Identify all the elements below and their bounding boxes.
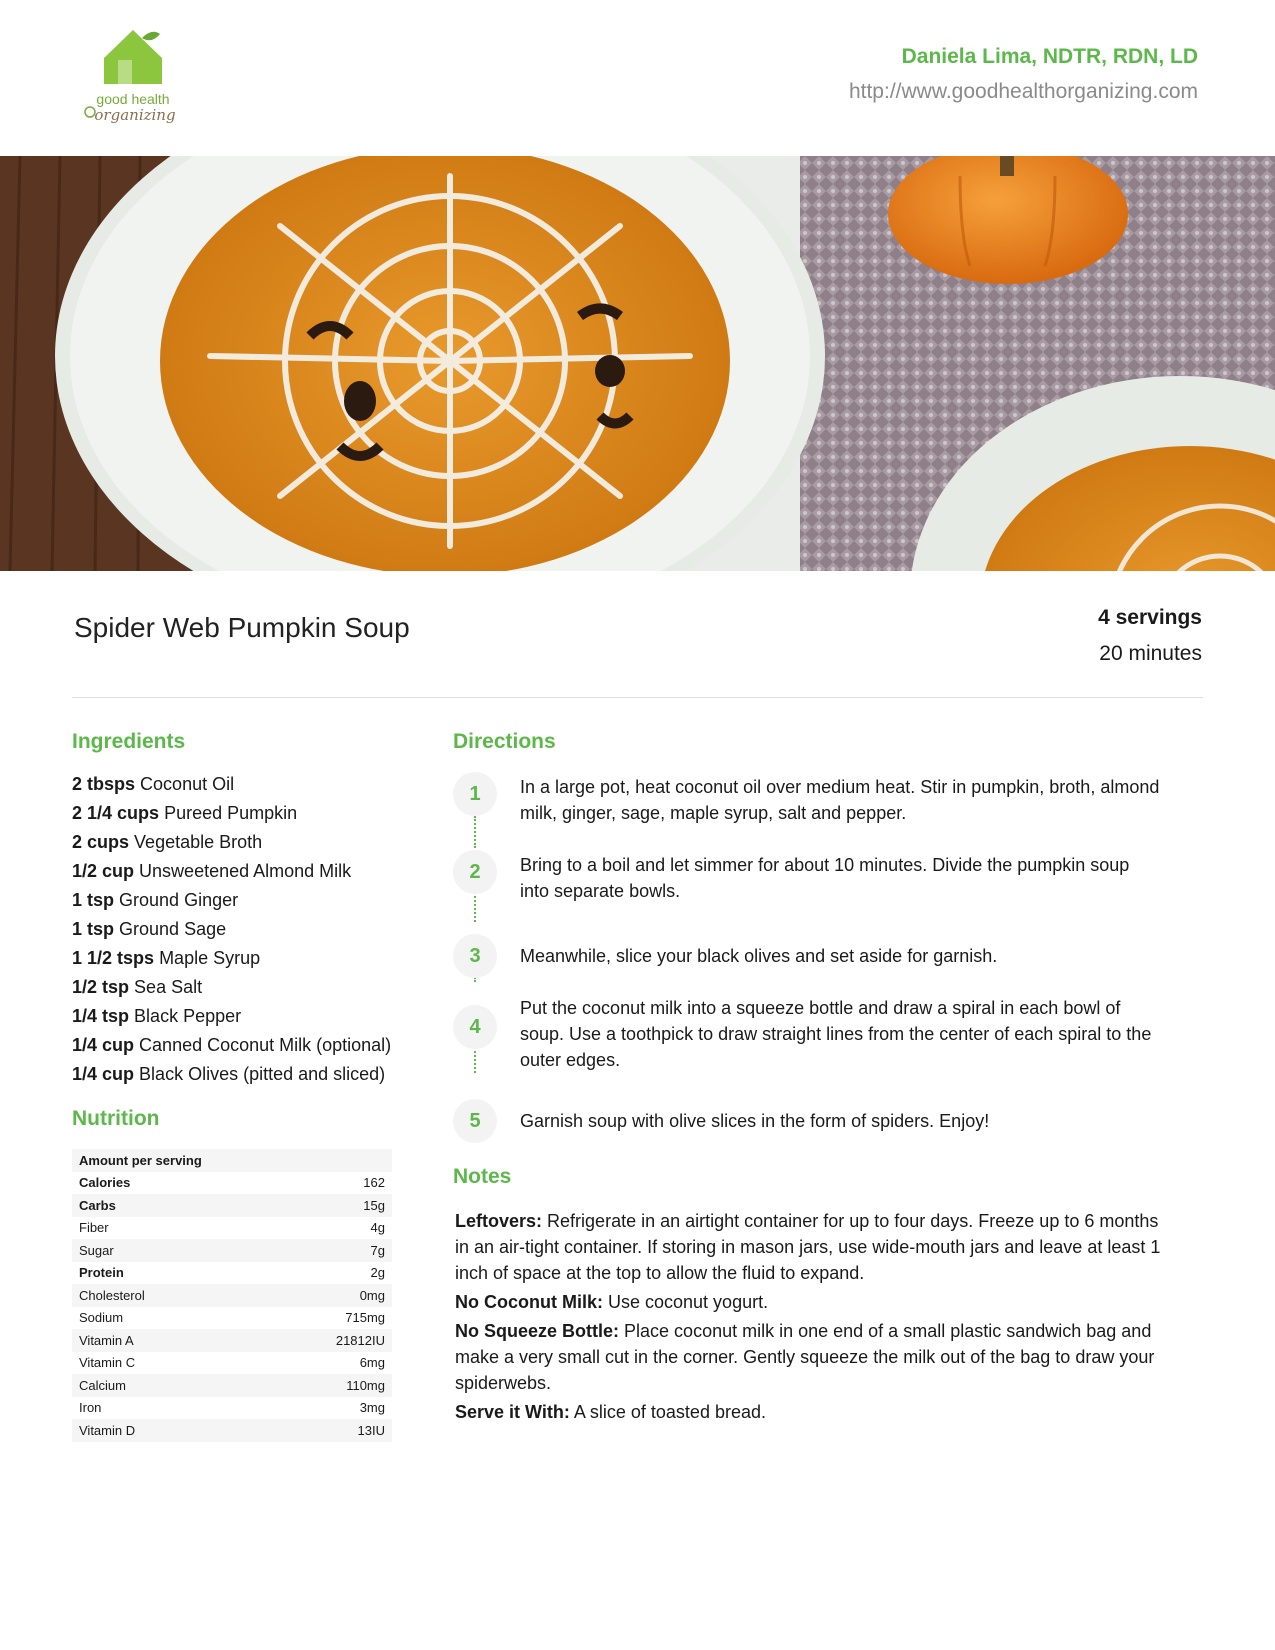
note-label: Leftovers:	[455, 1211, 543, 1231]
nutrition-label: Iron	[79, 1400, 102, 1416]
ingredient-name: Unsweetened Almond Milk	[139, 861, 352, 881]
nutrition-label: Carbs	[72, 1194, 251, 1217]
ingredient-name: Coconut Oil	[140, 774, 235, 794]
nutrition-value: 162	[363, 1175, 385, 1191]
nutrition-value: 13IU	[251, 1419, 392, 1442]
note-item	[455, 1208, 1165, 1286]
nutrition-label: Cholesterol	[72, 1284, 251, 1307]
note-text: Place coconut milk in one end of a small plastic sandwich bag and make a very small cut in the corner. Gently squeeze the milk out of the bag to draw your spiderwebs.	[455, 1321, 1155, 1393]
table-row	[72, 1419, 392, 1442]
prep-time: 20 minutes	[1099, 642, 1202, 665]
ingredient-item	[72, 772, 392, 797]
divider	[72, 697, 1203, 698]
ingredients-list	[72, 772, 392, 1087]
nutrition-value: 6mg	[359, 1355, 385, 1371]
nutrition-value: 21812IU	[251, 1329, 392, 1352]
ingredient-item	[72, 946, 392, 971]
logo	[78, 24, 188, 124]
notes-title: Notes	[453, 1165, 512, 1188]
servings: 4 servings	[1098, 606, 1202, 629]
house-leaf-logo-icon	[78, 24, 188, 124]
ingredient-name: Vegetable Broth	[134, 832, 263, 852]
step-text: In a large pot, heat coconut oil over medium heat. Stir in pumpkin, broth, almond milk, ginger, sage, maple syrup, salt and pepper.	[520, 777, 1160, 823]
note-item	[455, 1289, 1165, 1315]
recipe-meta	[1098, 600, 1202, 672]
table-row	[72, 1397, 392, 1420]
table-row	[72, 1149, 392, 1172]
nutrition-label: Fiber	[79, 1220, 109, 1236]
step-number: 2	[453, 850, 497, 894]
step-number: 3	[453, 934, 497, 978]
nutrition-value: 0mg	[251, 1284, 392, 1307]
nutrition-label: Sugar	[72, 1239, 251, 1262]
hero-image	[0, 156, 1275, 571]
table-row	[72, 1217, 392, 1240]
pumpkin-soup-photo-icon	[0, 156, 1275, 571]
ingredient-item	[72, 917, 392, 942]
nutrition-value: 4g	[370, 1220, 385, 1236]
ingredient-qty: 2 tbsps	[72, 774, 136, 794]
nutrition-label: Vitamin C	[79, 1355, 136, 1371]
step-text: Put the coconut milk into a squeeze bottle and draw a spiral in each bowl of soup. Use a toothpick to draw straight lines from the center of each spiral to the outer edges.	[520, 998, 1152, 1070]
nutrition-label: Protein	[79, 1265, 124, 1281]
nutrition-value: 7g	[251, 1239, 392, 1262]
note-label: No Coconut Milk:	[455, 1292, 603, 1312]
ingredient-qty: 1/4 cup	[72, 1064, 135, 1084]
nutrition-value: 110mg	[251, 1374, 392, 1397]
nutrition-label: Calcium	[72, 1374, 251, 1397]
ingredient-qty: 1 1/2 tsps	[72, 948, 155, 968]
table-row	[72, 1374, 392, 1397]
ingredient-qty: 1 tsp	[72, 890, 115, 910]
ingredient-name: Ground Sage	[119, 919, 227, 939]
direction-step	[453, 1099, 1173, 1143]
logo-text-2: organizing	[94, 106, 176, 124]
step-number: 4	[453, 1005, 497, 1049]
note-text: Use coconut yogurt.	[608, 1292, 769, 1312]
direction-step	[453, 934, 1173, 978]
step-text: Garnish soup with olive slices in the form of spiders. Enjoy!	[520, 1111, 990, 1131]
notes-list	[455, 1208, 1165, 1428]
table-row	[72, 1284, 392, 1307]
author-name: Daniela Lima, NDTR, RDN, LD	[901, 45, 1198, 68]
ingredient-name: Black Olives (pitted and sliced)	[139, 1064, 386, 1084]
ingredient-name: Ground Ginger	[119, 890, 239, 910]
direction-step	[453, 998, 1173, 1073]
table-row	[72, 1352, 392, 1375]
ingredient-item	[72, 859, 392, 884]
note-label: Serve it With:	[455, 1402, 570, 1422]
ingredient-name: Black Pepper	[134, 1006, 242, 1026]
note-label: No Squeeze Bottle:	[455, 1321, 620, 1341]
ingredient-name: Pureed Pumpkin	[164, 803, 298, 823]
note-text: A slice of toasted bread.	[573, 1402, 766, 1422]
table-row	[72, 1239, 392, 1262]
table-row	[72, 1194, 392, 1217]
nutrition-value: 15g	[251, 1194, 392, 1217]
logo-text-1: good health	[96, 91, 170, 107]
direction-step	[453, 772, 1173, 826]
note-item	[455, 1318, 1165, 1396]
directions-title: Directions	[453, 730, 556, 753]
step-text: Bring to a boil and let simmer for about 10 minutes. Divide the pumpkin soup into separate bowls.	[520, 855, 1130, 901]
step-number: 5	[453, 1099, 497, 1143]
ingredient-item	[72, 1062, 392, 1087]
nutrition-table	[72, 1149, 392, 1442]
ingredients-title: Ingredients	[72, 730, 186, 753]
ingredient-qty: 1 tsp	[72, 919, 115, 939]
step-number: 1	[453, 772, 497, 816]
nutrition-label: Vitamin D	[72, 1419, 251, 1442]
table-row	[72, 1262, 392, 1285]
ingredient-qty: 1/2 cup	[72, 861, 135, 881]
recipe-title: Spider Web Pumpkin Soup	[74, 612, 410, 643]
nutrition-value: 3mg	[359, 1400, 385, 1416]
ingredient-name: Sea Salt	[134, 977, 203, 997]
ingredient-item	[72, 830, 392, 855]
author-block	[849, 42, 1198, 107]
ingredient-name: Maple Syrup	[159, 948, 261, 968]
nutrition-value: 715mg	[345, 1310, 385, 1326]
right-column	[453, 730, 1173, 1422]
nutrition-header: Amount per serving	[72, 1149, 392, 1172]
note-item	[455, 1399, 1165, 1425]
ingredient-item	[72, 801, 392, 826]
table-row	[72, 1172, 392, 1195]
ingredient-item	[72, 1004, 392, 1029]
nutrition-title: Nutrition	[72, 1107, 160, 1130]
table-row	[72, 1329, 392, 1352]
ingredient-item	[72, 1033, 392, 1058]
ingredient-item	[72, 888, 392, 913]
left-column	[72, 730, 392, 1442]
nutrition-value: 2g	[370, 1265, 385, 1281]
ingredient-qty: 1/2 tsp	[72, 977, 130, 997]
nutrition-label: Calories	[79, 1175, 131, 1191]
table-row	[72, 1307, 392, 1330]
ingredient-item	[72, 975, 392, 1000]
directions-steps	[453, 772, 1173, 1143]
ingredient-qty: 2 1/4 cups	[72, 803, 160, 823]
nutrition-label: Sodium	[79, 1310, 124, 1326]
step-text: Meanwhile, slice your black olives and set aside for garnish.	[520, 946, 998, 966]
author-url[interactable]: http://www.goodhealthorganizing.com	[848, 80, 1198, 103]
direction-step	[453, 850, 1173, 904]
note-text: Refrigerate in an airtight container for up to four days. Freeze up to 6 months in an air-tight container. If storing in mason jars, use wide-mouth jars and leave at least 1 inch of space at the top to allow the fluid to expand.	[455, 1211, 1161, 1283]
ingredient-qty: 2 cups	[72, 832, 130, 852]
ingredient-qty: 1/4 tsp	[72, 1006, 130, 1026]
ingredient-qty: 1/4 cup	[72, 1035, 135, 1055]
ingredient-name: Canned Coconut Milk (optional)	[139, 1035, 392, 1055]
nutrition-label: Vitamin A	[72, 1329, 251, 1352]
